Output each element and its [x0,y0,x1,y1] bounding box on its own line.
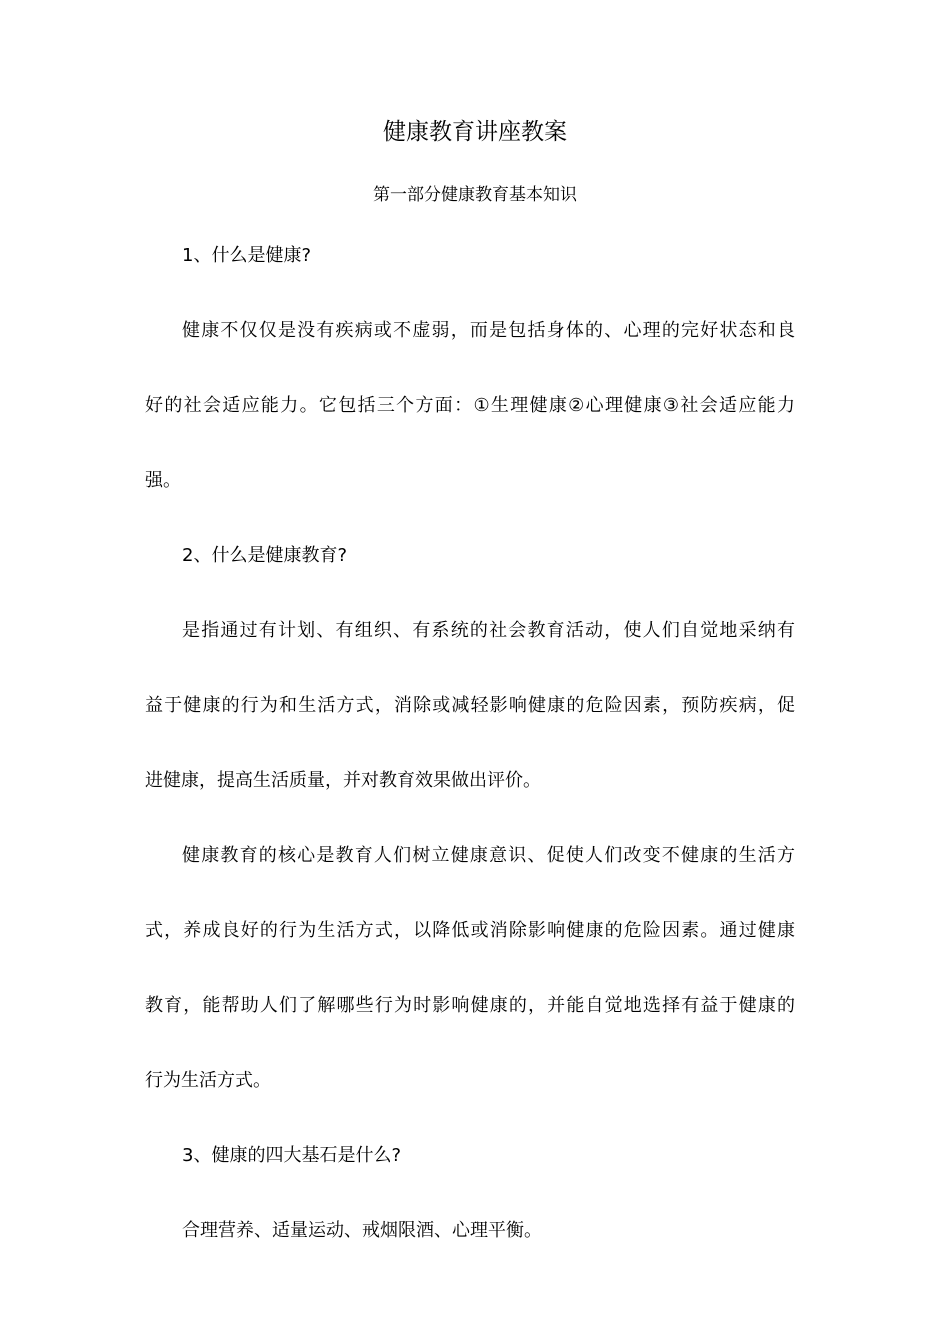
paragraph-line: 益于健康的行为和生活方式，消除或减轻影响健康的危险因素，预防疾病，促 [145,695,795,716]
paragraph-line: 是指通过有计划、有组织、有系统的社会教育活动，使人们自觉地采纳有 [182,620,795,641]
document-subtitle: 第一部分健康教育基本知识 [373,185,577,205]
section-heading-2: 2、什么是健康教育? [182,545,348,566]
paragraph-line: 式，养成良好的行为生活方式，以降低或消除影响健康的危险因素。通过健康 [145,920,795,941]
paragraph-line: 强。 [145,470,181,491]
paragraph-line: 进健康，提高生活质量，并对教育效果做出评价。 [145,770,541,791]
paragraph-line: 合理营养、适量运动、戒烟限酒、心理平衡。 [182,1220,542,1241]
section-heading-3: 3、健康的四大基石是什么? [182,1145,402,1166]
paragraph-line: 教育，能帮助人们了解哪些行为时影响健康的，并能自觉地选择有益于健康的 [145,995,795,1016]
paragraph-line: 健康不仅仅是没有疾病或不虚弱，而是包括身体的、心理的完好状态和良 [182,320,795,341]
paragraph-line: 行为生活方式。 [145,1070,271,1091]
paragraph-line: 健康教育的核心是教育人们树立健康意识、促使人们改变不健康的生活方 [182,845,795,866]
paragraph-line: 好的社会适应能力。它包括三个方面：①生理健康②心理健康③社会适应能力 [145,395,795,416]
section-heading-1: 1、什么是健康? [182,245,312,266]
document-title: 健康教育讲座教案 [383,119,567,145]
